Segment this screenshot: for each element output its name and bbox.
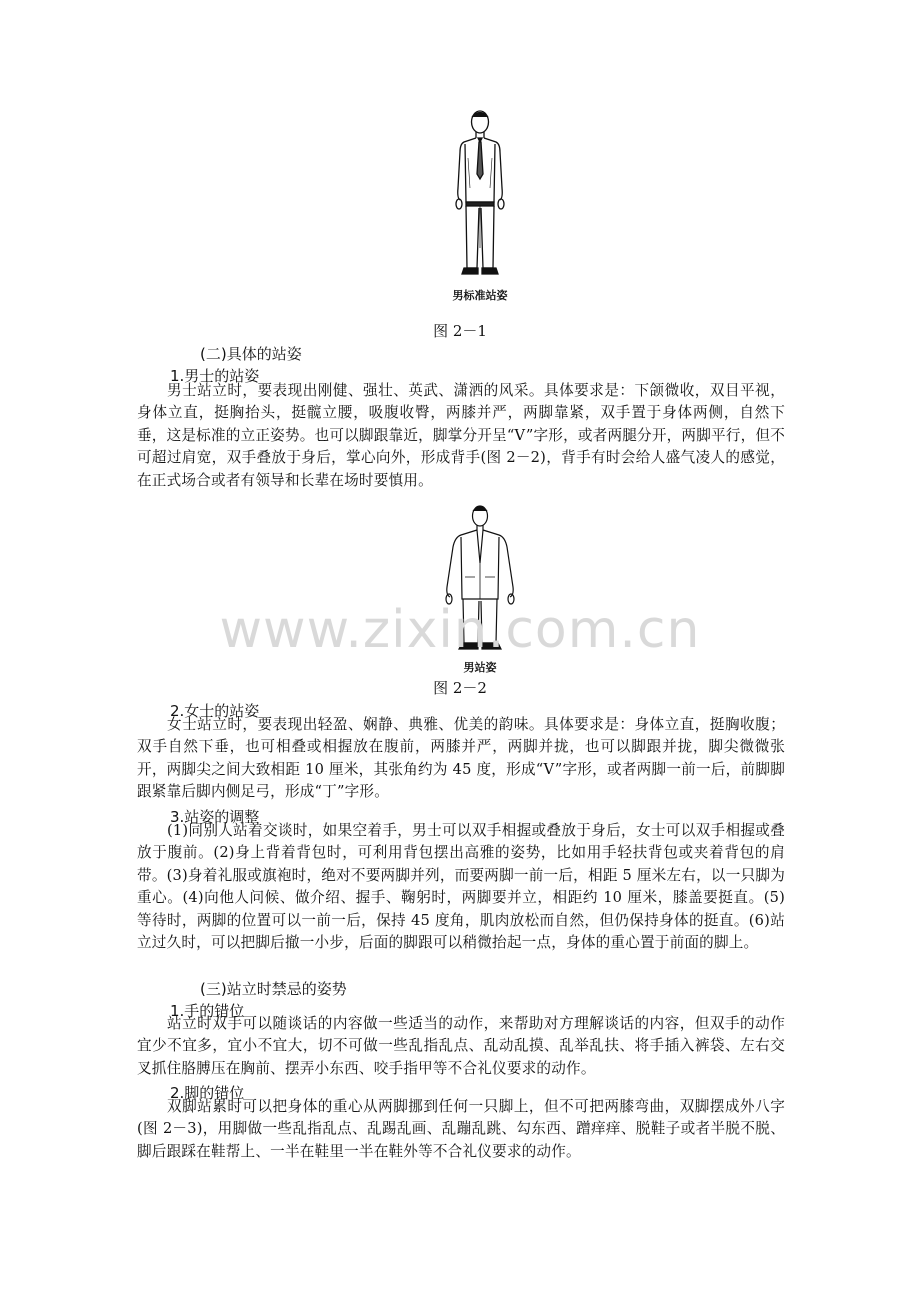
man-standing-illustration bbox=[420, 108, 540, 283]
figure-2 bbox=[435, 503, 525, 673]
section-3-sub1-text: 站立时双手可以随谈话的内容做一些适当的动作，来帮助对方理解谈话的内容，但双手的动作宜少不宜多，宜小不宜大，切不可做一些乱指乱点、乱动乱摸、乱举乱扶、将手插入裤袋、左右交叉抓住胳膊压在胸前、摆弄小东西、咬手指甲等不合礼仪要求的动作。 bbox=[137, 1015, 785, 1077]
watermark: www.zixin.com.cn bbox=[219, 600, 701, 660]
man-posture-illustration bbox=[435, 503, 525, 655]
figure-2-label: 图 2－2 bbox=[433, 679, 487, 697]
section-2-sub2-text: 女士站立时，要表现出轻盈、娴静、典雅、优美的韵味。具体要求是：身体立直，挺胸收腹；双手自然下垂，也可相叠或相握放在腹前，两膝并严，两脚并拢，也可以脚跟并拢，脚尖微微张开，两脚尖之间大致相距 10 厘米，其张角约为 45 度，形成“V”字形，或者两脚一前一后，前脚脚跟紧靠后脚内侧足弓，形成“丁”字形。 bbox=[137, 716, 785, 801]
section-2-sub1-title: 1.男士的站姿 bbox=[170, 367, 260, 385]
section-2-sub1-text: 男士站立时，要表现出刚健、强壮、英武、潇洒的风采。具体要求是：下颌微收，双目平视，身体立直，挺胸抬头，挺髋立腰，吸腹收臀，两膝并严，两脚靠紧，双手置于身体两侧，自然下垂，这是标准的立正姿势。也可以脚跟靠近，脚掌分开呈“V”字形，或者两腿分开，两脚平行，但不可超过肩宽，双手叠放于身后，掌心向外，形成背手(图 2－2)，背手有时会给人盛气凌人的感觉，在正式场合或者有领导和长辈在场时要慎用。 bbox=[137, 382, 785, 489]
section-3-title: (三)站立时禁忌的姿势 bbox=[200, 980, 347, 998]
figure-1-label: 图 2－1 bbox=[433, 322, 487, 340]
figure-1-image-caption: 男标准站姿 bbox=[452, 289, 508, 302]
section-3-sub2-title: 2.脚的错位 bbox=[170, 1084, 245, 1102]
section-3-sub2-text: 双脚站累时可以把身体的重心从两脚挪到任何一只脚上，但不可把两膝弯曲，双脚摆成外八字(图 2－3)，用脚做一些乱指乱点、乱踢乱画、乱蹦乱跳、勾东西、蹭痒痒、脱鞋子或者半脱不脱、脚后跟踩在鞋帮上、一半在鞋里一半在鞋外等不合礼仪要求的动作。 bbox=[137, 1098, 785, 1160]
section-2-sub3-title: 3.站姿的调整 bbox=[170, 808, 260, 826]
figure-1 bbox=[420, 108, 540, 303]
section-2-sub3-text: (1)同别人站着交谈时，如果空着手，男士可以双手相握或叠放于身后，女士可以双手相握或叠放于腹前。(2)身上背着背包时，可利用背包摆出高雅的姿势，比如用手轻扶背包或夹着背包的肩带。(3)身着礼服或旗袍时，绝对不要两脚并列，而要两脚一前一后，相距 5 厘米左右，以一只脚为重心。(4)向他人问候、做介绍、握手、鞠躬时，两脚要并立，相距约 10 厘米，膝盖要挺直。(5)等待时，两脚的位置可以一前一后，保持 45 度角，肌肉放松而自然，但仍保持身体的挺直。(6)站立过久时，可以把脚后撤一小步，后面的脚跟可以稍微抬起一点，身体的重心置于前面的脚上。 bbox=[137, 822, 785, 952]
figure-2-image-caption: 男站姿 bbox=[463, 661, 497, 674]
section-2-title: (二)具体的站姿 bbox=[200, 345, 302, 363]
section-3-sub1-title: 1.手的错位 bbox=[170, 1002, 245, 1020]
section-2-sub2-title: 2.女士的站姿 bbox=[170, 702, 260, 720]
